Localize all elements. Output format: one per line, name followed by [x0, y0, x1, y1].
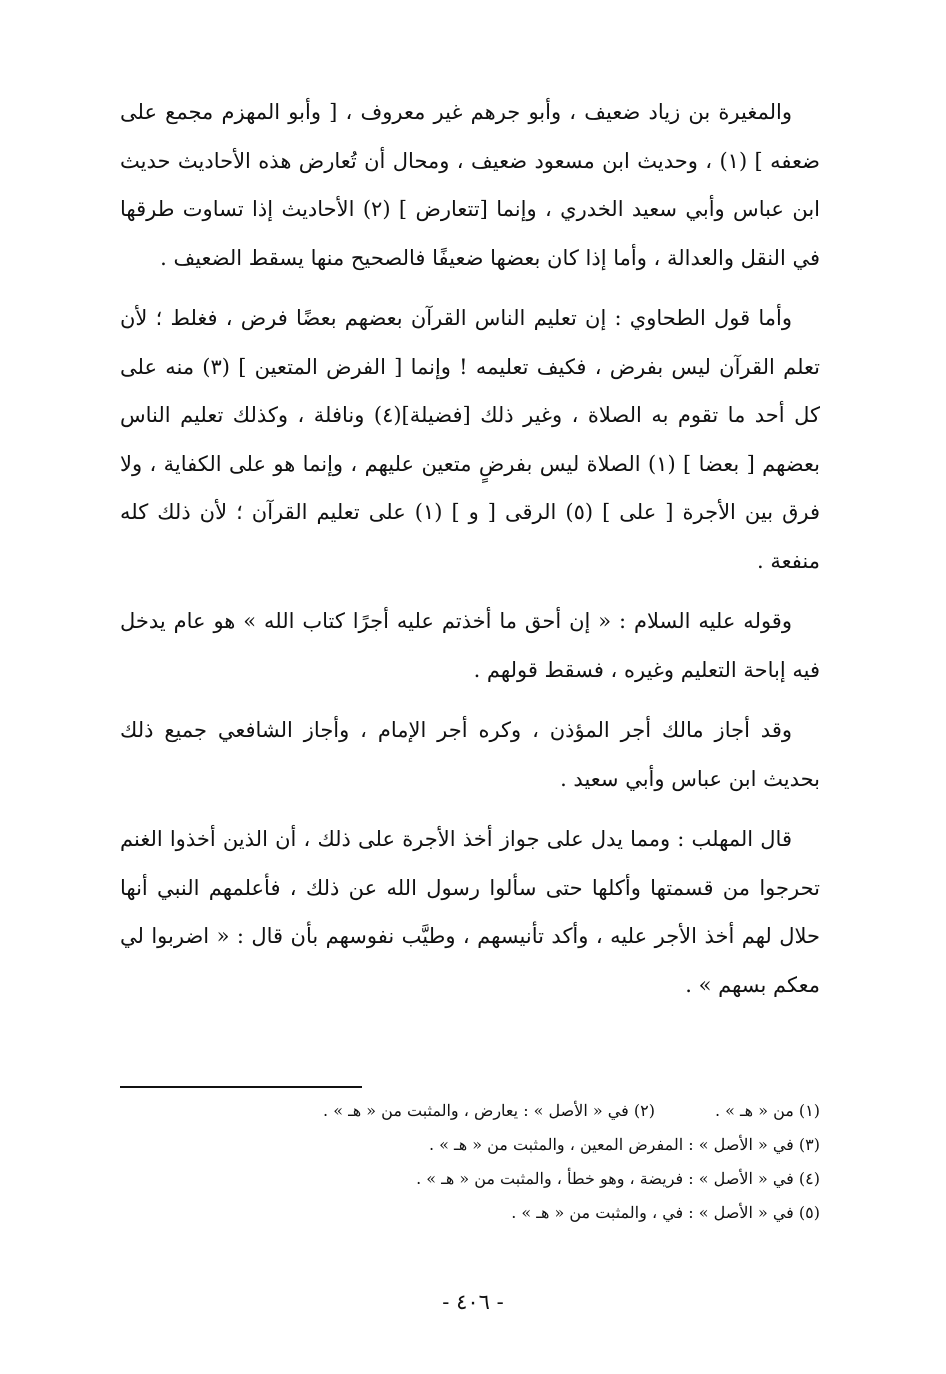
footnote-1: (١) من « هـ » .: [714, 1101, 820, 1120]
paragraph-4: وقد أجاز مالك أجر المؤذن ، وكره أجر الإمام ، وأجاز الشافعي جميع ذلك بحديث ابن عباس وأبي سعيد .: [120, 718, 820, 791]
footnotes: [120, 1094, 820, 1230]
footnote-divider: [120, 1086, 362, 1088]
footnote-3: (٣) في « الأصل » : المفرض المعين ، والمثبت من « هـ » .: [428, 1135, 820, 1154]
footnote-2: (٢) في « الأصل » : يعارض ، والمثبت من « هـ » .: [323, 1101, 655, 1120]
page-number: - ٤٠٦ -: [442, 1290, 504, 1314]
paragraph-5: قال المهلب : ومما يدل على جواز أخذ الأجرة على ذلك ، أن الذين أخذوا الغنم تحرجوا من قسمتها وأكلها حتى سألوا رسول الله عن ذلك ، فأعلمهم النبي أنها حلال لهم أخذ الأجر عليه ، وأكد تأنيسهم ، وطيَّب نفوسهم بأن قال : « اضربوا لي معكم بسهم » .: [120, 827, 820, 997]
footnote-4: (٤) في « الأصل » : فريضة ، وهو خطأ ، والمثبت من « هـ » .: [416, 1169, 820, 1188]
main-text: [120, 88, 820, 1009]
paragraph-1: والمغيرة بن زياد ضعيف ، وأبو جرهم غير معروف ، [ وأبو المهزم مجمع على ضعفه ] (١) ، وحديث ابن مسعود ضعيف ، ومحال أن تُعارض هذه الأحاديث حديث ابن عباس وأبي سعيد الخدري ، وإنما [تتعارض ] (٢) الأحاديث إذا تساوت طرقها في النقل والعدالة ، وأما إذا كان بعضها ضعيفًا فالصحيح منها يسقط الضعيف .: [120, 100, 820, 270]
paragraph-3: وقوله عليه السلام : « إن أحق ما أخذتم عليه أجرًا كتاب الله » هو عام يدخل فيه إباحة التعليم وغيره ، فسقط قولهم .: [120, 609, 820, 682]
footnote-row-1: [120, 1094, 820, 1128]
footnote-5: (٥) في « الأصل » : في ، والمثبت من « هـ » .: [511, 1203, 820, 1222]
paragraph-2: وأما قول الطحاوي : إن تعليم الناس القرآن بعضهم بعضًا فرض ، فغلط ؛ لأن تعلم القرآن ليس بفرض ، فكيف تعليمه ! وإنما [ الفرض المتعين ] (٣) منه على كل أحد ما تقوم به الصلاة ، وغير ذلك [فضيلة](٤) ونافلة ، وكذلك تعليم الناس بعضهم [ بعضا ] (١) الصلاة ليس بفرضٍ متعين عليهم ، وإنما هو على الكفاية ، ولا فرق بين الأجرة [ على ] (٥) الرقى [ و ] (١) على تعليم القرآن ؛ لأن ذلك كله منفعة .: [120, 306, 821, 573]
